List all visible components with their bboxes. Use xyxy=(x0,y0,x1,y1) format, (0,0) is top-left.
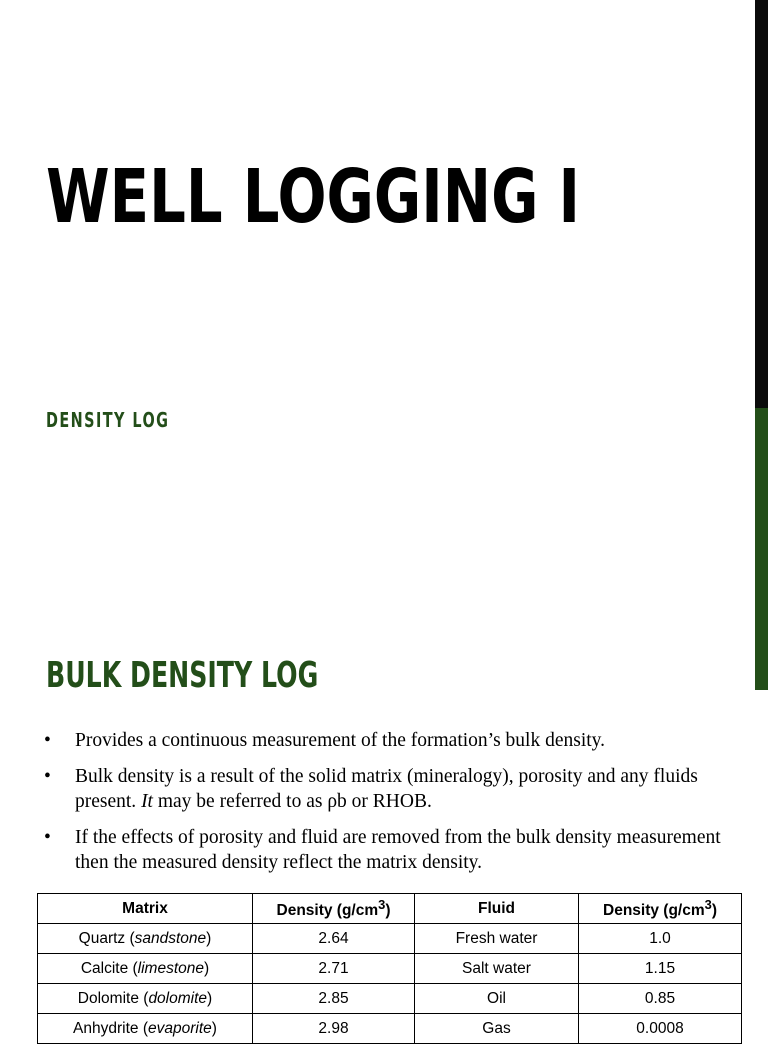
slide-subtitle: DENSITY LOG xyxy=(46,408,170,432)
table-row xyxy=(38,1014,742,1044)
cell-fluid-density: 1.0 xyxy=(579,924,742,954)
header-density-close: ) xyxy=(711,902,717,920)
bullet-item xyxy=(44,764,724,814)
bullet-text-italic: It xyxy=(141,791,153,812)
matrix-rock: dolomite xyxy=(148,989,208,1007)
bullet-item xyxy=(44,728,724,753)
header-fluid-density xyxy=(579,894,742,924)
cell-fluid-density: 0.85 xyxy=(579,984,742,1014)
bullet-text: may be referred to as ρb or RHOB. xyxy=(152,791,432,812)
table-row xyxy=(38,924,742,954)
bullet-text: Bulk density is a result of the solid matrix (mineralogy), porosity and any fluids present. xyxy=(75,766,698,812)
cell-matrix: Anhydrite (evaporite) xyxy=(38,1014,253,1044)
header-density-superscript: 3 xyxy=(704,896,712,912)
header-density-superscript: 3 xyxy=(378,896,386,912)
cell-matrix-density: 2.98 xyxy=(253,1014,415,1044)
header-density-text: Density (g/cm xyxy=(276,902,379,920)
header-density-close: ) xyxy=(385,902,391,920)
header-density-text: Density (g/cm xyxy=(603,902,705,920)
matrix-name: Anhydrite xyxy=(73,1019,139,1037)
section-heading: BULK DENSITY LOG xyxy=(46,655,319,696)
matrix-name: Dolomite xyxy=(77,989,139,1007)
sidebar-accent-bottom xyxy=(755,690,768,1024)
table-row xyxy=(38,954,742,984)
density-table xyxy=(37,893,742,1044)
cell-matrix: Calcite (limestone) xyxy=(38,954,253,984)
header-fluid: Fluid xyxy=(415,894,579,924)
sidebar-accent-black xyxy=(755,0,768,408)
matrix-name: Quartz xyxy=(78,929,126,947)
cell-matrix-density: 2.64 xyxy=(253,924,415,954)
table-header-row xyxy=(38,894,742,924)
matrix-rock: limestone xyxy=(137,959,205,977)
cell-fluid-density: 1.15 xyxy=(579,954,742,984)
sidebar-accent-green xyxy=(755,408,768,690)
cell-matrix: Quartz (sandstone) xyxy=(38,924,253,954)
bullet-text: If the effects of porosity and fluid are removed from the bulk density measurement then the measured density reflect the matrix density. xyxy=(75,827,721,873)
matrix-name: Calcite xyxy=(80,959,129,977)
cell-fluid: Gas xyxy=(415,1014,579,1044)
cell-matrix-density: 2.85 xyxy=(253,984,415,1014)
cell-fluid: Fresh water xyxy=(415,924,579,954)
cell-matrix: Dolomite (dolomite) xyxy=(38,984,253,1014)
bullet-item xyxy=(44,825,724,875)
density-table-container xyxy=(37,893,741,1044)
header-matrix-density xyxy=(253,894,415,924)
cell-fluid: Salt water xyxy=(415,954,579,984)
slide-title: WELL LOGGING I xyxy=(46,154,581,240)
table-row xyxy=(38,984,742,1014)
cell-fluid: Oil xyxy=(415,984,579,1014)
cell-fluid-density: 0.0008 xyxy=(579,1014,742,1044)
bullet-text: Provides a continuous measurement of the formation’s bulk density. xyxy=(75,730,606,751)
matrix-rock: evaporite xyxy=(148,1019,212,1037)
cell-matrix-density: 2.71 xyxy=(253,954,415,984)
header-matrix: Matrix xyxy=(38,894,253,924)
bullet-list xyxy=(44,728,724,886)
matrix-rock: sandstone xyxy=(134,929,207,947)
